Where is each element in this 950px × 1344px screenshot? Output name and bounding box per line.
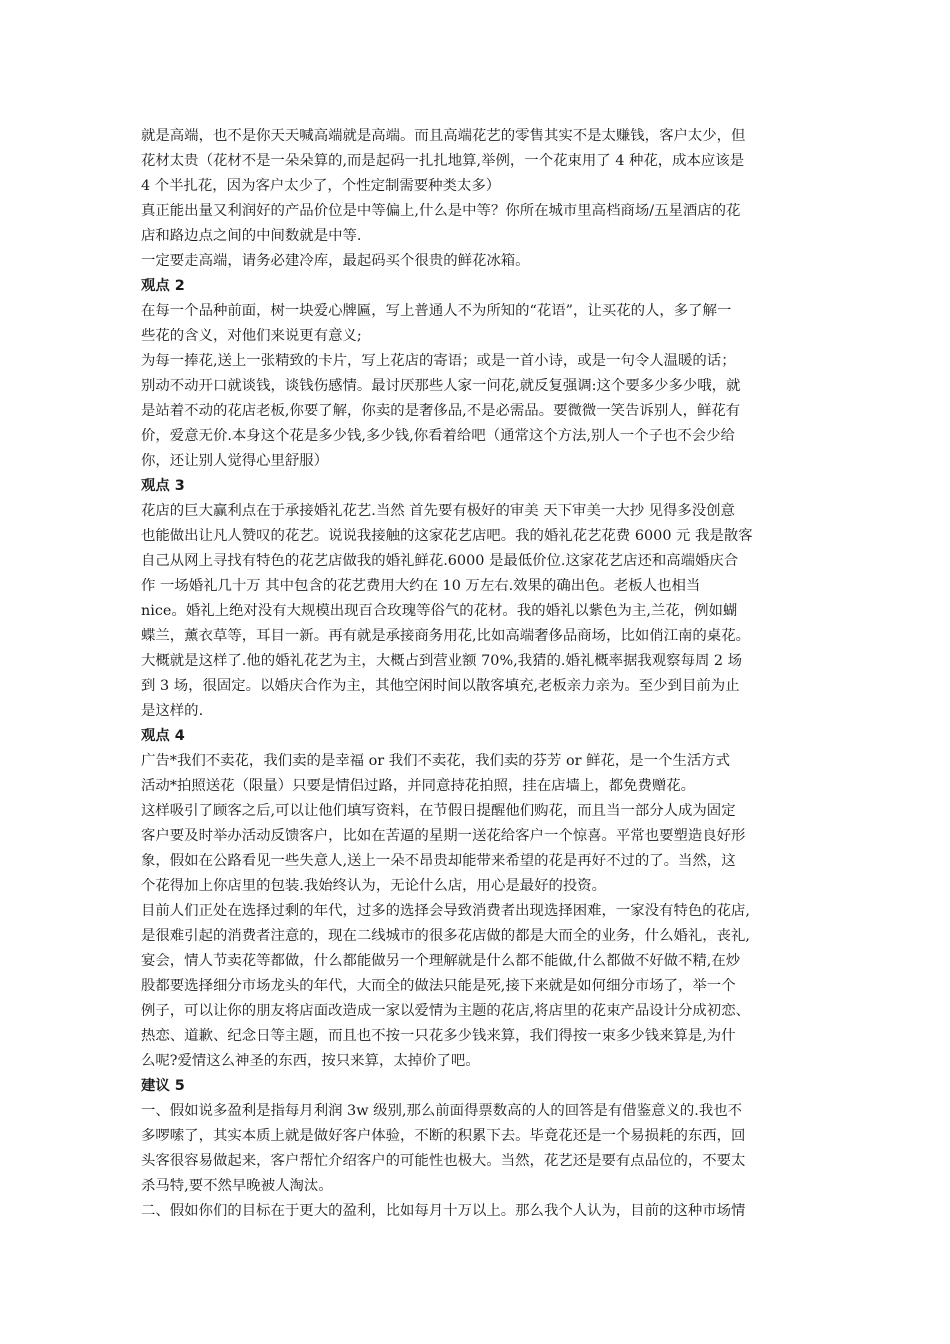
text-line: 在每一个品种前面，树一块爱心牌匾，写上普通人不为所知的“花语”，让买花的人，多了解一 <box>141 303 732 319</box>
text-line: 客户要及时举办活动反馈客户，比如在苦逼的星期一送花给客户一个惊喜。平常也要塑造良好形 <box>141 828 746 844</box>
text-line: 花材太贵（花材不是一朵朵算的,而是起码一扎扎地算,举例，一个花束用了 4 种花，成本应该是 <box>141 153 745 169</box>
text-line: 一、假如说多盈利是指每月利润 3w 级别,那么前面得票数高的人的回答是有借鉴意义的.我也不 <box>141 1103 743 1119</box>
text-line: 这样吸引了顾客之后,可以让他们填写资料，在节假日提醒他们购花，而且当一部分人成为固定 <box>141 803 736 819</box>
text-line: 宴会，情人节卖花等都做，什么都能做另一个理解就是什么都不能做,什么都做不好做不精,在炒 <box>141 953 741 969</box>
text-line: 二、假如你们的目标在于更大的盈利，比如每月十万以上。那么我个人认为，目前的这种市场情 <box>141 1203 746 1219</box>
text-line: 花店的巨大赢利点在于承接婚礼花艺.当然 首先要有极好的审美 天下审美一大抄 见得多没创意 <box>141 503 735 519</box>
text-line: 热恋、道歉、纪念日等主题，而且也不按一只花多少钱来算，我们得按一束多少钱来算是,为什 <box>141 1028 736 1044</box>
text-line: 例子，可以让你的朋友将店面改造成一家以爱情为主题的花店,将店里的花束产品设计分成初恋、 <box>141 1003 750 1019</box>
text-line: 自己从网上寻找有特色的花艺店做我的婚礼鲜花.6000 是最低价位.这家花艺店还和高端婚庆合 <box>141 553 739 569</box>
text-line: 店和路边点之间的中间数就是中等. <box>141 228 362 244</box>
text-line: 一定要走高端，请务必建冷库，最起码买个很贵的鲜花冰箱。 <box>141 253 530 269</box>
text-line: 活动*拍照送花（限量）只要是情侣过路，并同意持花拍照，挂在店墙上，都免费赠花。 <box>141 778 696 794</box>
text-line: 是这样的. <box>141 703 204 719</box>
text-line: 真正能出量又利润好的产品价位是中等偏上,什么是中等？你所在城市里高档商场/五星酒店的花 <box>141 203 741 219</box>
text-line: 别动不动开口就谈钱，谈钱伤感情。最讨厌那些人家一问花,就反复强调:这个要多少多少哦，就 <box>141 378 741 394</box>
text-line: 象，假如在公路看见一些失意人,送上一朵不昂贵却能带来希望的花是再好不过的了。当然，这 <box>141 853 736 869</box>
text-line: 就是高端，也不是你天天喊高端就是高端。而且高端花艺的零售其实不是太赚钱，客户太少，但 <box>141 128 746 144</box>
text-line: 些花的含义，对他们来说更有意义; <box>141 328 362 344</box>
text-line: 你，还让别人觉得心里舒服） <box>141 453 329 469</box>
section-heading: 观点 3 <box>141 478 185 494</box>
text-line: 广告*我们不卖花，我们卖的是幸福 or 我们不卖花，我们卖的芬芳 or 鲜花，是一个生活方式 <box>141 753 731 769</box>
text-line: 大概就是这样了.他的婚礼花艺为主，大概占到营业额 70%,我猜的.婚礼概率据我观察每周 2 场 <box>141 653 743 669</box>
section-heading: 观点 4 <box>141 728 185 744</box>
text-line: nice。婚礼上绝对没有大规模出现百合玫瑰等俗气的花材。我的婚礼以紫色为主,兰花，例如蝴 <box>141 603 738 619</box>
text-line: 蝶兰，薰衣草等，耳目一新。再有就是承接商务用花,比如高端奢侈品商场，比如俏江南的桌花。 <box>141 628 750 644</box>
text-line: 价，爱意无价.本身这个花是多少钱,多少钱,你看着给吧（通常这个方法,别人一个子也不会少给 <box>141 428 735 444</box>
document-body <box>141 124 831 1224</box>
text-line: 头客很容易做起来，客户帮忙介绍客户的可能性也极大。当然，花艺还是要有点品位的，不要太 <box>141 1153 746 1169</box>
text-line: 目前人们正处在选择过剩的年代，过多的选择会导致消费者出现选择困难，一家没有特色的花店, <box>141 903 750 919</box>
section-heading: 建议 5 <box>141 1078 185 1094</box>
text-line: 多啰嗦了，其实本质上就是做好客户体验，不断的积累下去。毕竟花还是一个易损耗的东西，回 <box>141 1128 746 1144</box>
text-line: 么呢?爱情这么神圣的东西，按只来算，太掉价了吧。 <box>141 1053 480 1069</box>
text-line: 个花得加上你店里的包装.我始终认为，无论什么店，用心是最好的投资。 <box>141 878 607 894</box>
text-line: 杀马特,要不然早晚被人淘汰。 <box>141 1178 333 1194</box>
text-line: 作 一场婚礼几十万 其中包含的花艺费用大约在 10 万左右.效果的确出色。老板人也相当 <box>141 578 701 594</box>
text-line: 是很难引起的消费者注意的，现在二线城市的很多花店做的都是大而全的业务，什么婚礼，丧礼, <box>141 928 750 944</box>
text-line: 4 个半扎花，因为客户太少了，个性定制需要种类太多） <box>141 178 501 194</box>
text-line: 是站着不动的花店老板,你要了解，你卖的是奢侈品,不是必需品。要微微一笑告诉别人，鲜花有 <box>141 403 741 419</box>
text-line: 为每一捧花,送上一张精致的卡片，写上花店的寄语；或是一首小诗，或是一句令人温暖的话； <box>141 353 736 369</box>
text-line: 到 3 场，很固定。以婚庆合作为主，其他空闲时间以散客填充,老板亲力亲为。至少到目前为止 <box>141 678 740 694</box>
text-line: 股都要选择细分市场龙头的年代，大而全的做法只能是死,接下来就是如何细分市场了，举一个 <box>141 978 736 994</box>
text-line: 也能做出让凡人赞叹的花艺。说说我接触的这家花艺店吧。我的婚礼花艺花费 6000 元 我是散客 <box>141 528 753 544</box>
section-heading: 观点 2 <box>141 278 185 294</box>
